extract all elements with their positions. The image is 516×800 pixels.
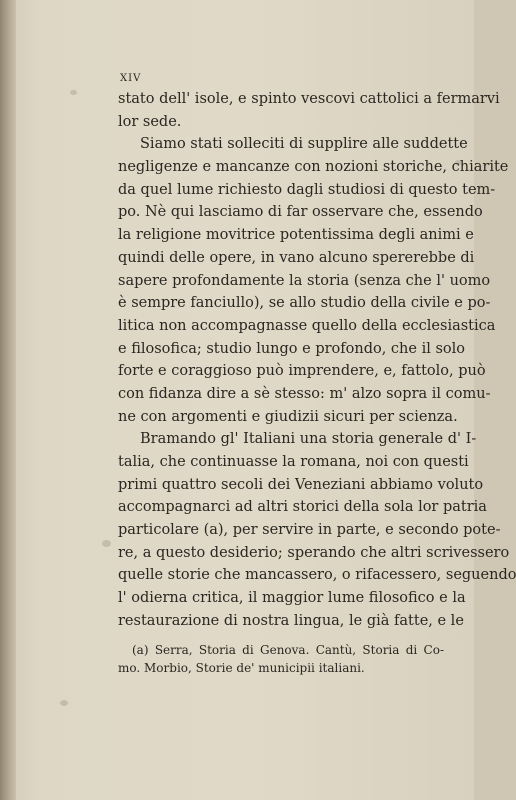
page-gutter [0,0,16,800]
text-line: talia, che continuasse la romana, noi con questi [118,454,469,470]
text-line: stato dell' isole, e spinto vescovi cattolici a fermarvi [118,91,500,107]
text-line: è sempre fanciullo), se allo studio della civile e po- [118,295,491,312]
text-block [118,70,516,677]
text-line: accompagnarci ad altri storici della sola lor patria [118,499,487,516]
foxing-spot [60,700,68,706]
page-number: XIV [120,73,142,84]
text-line: l' odierna critica, il maggior lume filosofico e la [118,590,466,607]
text-line: Bramando gl' Italiani una storia generale d' I- [140,431,477,448]
text-line: da quel lume richiesto dagli studiosi di questo tem- [118,181,496,198]
footnotes [118,641,444,677]
text-line: la religione movitrice potentissima degli animi e [118,227,474,244]
text-line: particolare (a), per servire in parte, e secondo pote- [118,522,501,539]
foxing-spot [102,540,111,547]
text-line: con fidanza dire a sè stesso: m' alzo sopra il comu- [118,385,491,402]
text-line: sapere profondamente la storia (senza che l' uomo [118,272,491,289]
text-line: litica non accompagnasse quello della ecclesiastica [118,317,496,334]
text-line: quindi delle opere, in vano alcuno spererebbe di [118,249,475,266]
text-line: negligenze e mancanze con nozioni storiche, chiarite [118,159,509,176]
text-line: po. Nè qui lasciamo di far osservare che, essendo [118,204,483,221]
text-line: quelle storie che mancassero, o rifacessero, seguendo [118,567,516,584]
text-line: re, a questo desiderio; sperando che altri scrivessero [118,544,510,561]
body-text [118,88,516,633]
text-line: e filosofica; studio lungo e profondo, che il solo [118,340,466,357]
text-line: Siamo stati solleciti di supplire alle suddette [140,136,468,153]
text-line: restaurazione di nostra lingua, le già fatte, e le [118,612,464,629]
text-line: lor sede. [118,113,182,130]
footnote-line: (a) Serra, Storia di Genova. Cantù, Storia di Co- [132,642,444,657]
foxing-spot [70,90,77,95]
text-line: primi quattro secoli dei Veneziani abbiamo voluto [118,476,484,493]
text-line: ne con argomenti e giudizii sicuri per scienza. [118,408,458,425]
text-line: forte e coraggioso può imprendere, e, fattolo, può [118,363,486,380]
footnote-line: mo. Morbio, Storie de' municipii italiani. [118,660,365,675]
